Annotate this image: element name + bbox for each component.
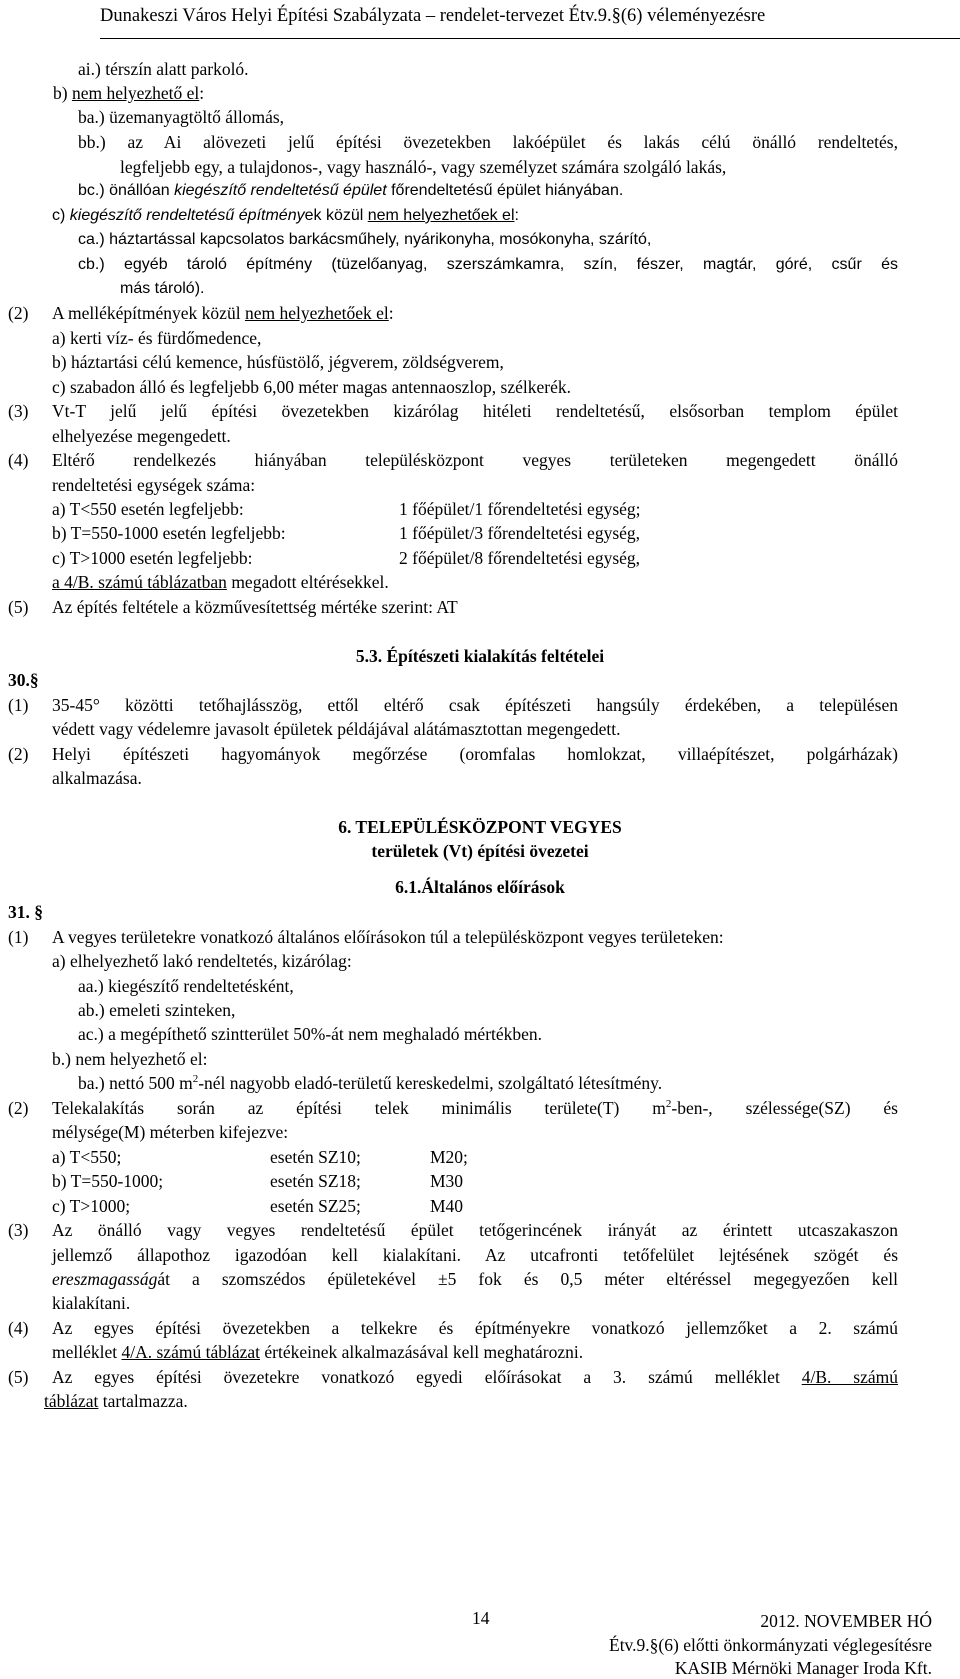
- p2-item-c: c) szabadon álló és legfeljebb 6,00 méter magas antennaoszlop, szélkerék.: [52, 377, 571, 397]
- p5-number: (5): [8, 597, 29, 617]
- s30-p1-line1: 35-45° közötti tetőhajlásszög, ettől eltérő csak építészeti hangsúly érdekében, a településen: [52, 695, 898, 715]
- s31-p1-ba: ba.) nettó 500 $m^2$-nél nagyobb eladó-területű kereskedelmi, szolgáltató létesítmény.: [78, 1073, 663, 1093]
- item-ca: ca.) háztartással kapcsolatos barkácsműhely, nyárikonyha, mosókonyha, szárító,: [78, 231, 652, 248]
- s31-p4-line1: Az egyes építési övezetekben a telkekre és építményekre vonatkozó jellemzőket a 2. számú: [52, 1318, 898, 1338]
- section-6-1-title: 6.1.Általános előírások: [395, 877, 565, 897]
- s31-p1-a: a) elhelyezhető lakó rendeltetés, kizárólag:: [52, 951, 352, 971]
- footer-date: 2012. NOVEMBER HÓ: [760, 1611, 932, 1631]
- s31-p1-line1: A vegyes területekre vonatkozó általános előírásokon túl a településközpont vegyes területeken:: [52, 927, 724, 947]
- s30-p2-line2: alkalmazása.: [52, 768, 142, 788]
- s31-p4-line2: melléklet 4/A. számú táblázat értékeinek alkalmazásával kell meghatározni.: [52, 1342, 584, 1362]
- s30-p1-number: (1): [8, 695, 29, 715]
- paragraph-31: 31. §: [8, 902, 43, 922]
- item-ba: ba.) üzemanyagtöltő állomás,: [78, 107, 285, 127]
- s31-p1-b: b.) nem helyezhető el:: [52, 1049, 208, 1069]
- p2-text: A melléképítmények közül nem helyezhetőek el:: [52, 303, 394, 323]
- chapter-6-subtitle: területek (Vt) építési övezetei: [371, 841, 589, 861]
- p4-number: (4): [8, 450, 29, 470]
- s31-p1-aa: aa.) kiegészítő rendeltetésként,: [78, 976, 294, 996]
- footer-company: KASIB Mérnöki Manager Iroda Kft.: [674, 1658, 932, 1678]
- item-cb-line2: más tároló).: [120, 280, 205, 297]
- s30-p2-number: (2): [8, 744, 29, 764]
- footer-status: Étv.9.§(6) előtti önkormányzati véglegesítésre: [609, 1635, 932, 1655]
- item-cb-line1: cb.) egyéb tároló építmény (tüzelőanyag, szerszámkamra, szín, fészer, magtár, góré, csűr és: [78, 256, 898, 273]
- s31-p3-line2: jellemző állapothoz igazodóan kell kialakítani. Az utcafronti tetőfelület lejtésének szögét és: [52, 1245, 898, 1265]
- s31-p1-ac: ac.) a megépíthető szintterület 50%-át nem meghaladó mértékben.: [78, 1024, 543, 1044]
- s31-p5-number: (5): [8, 1367, 29, 1387]
- s31-p1-ab: ab.) emeleti szinteken,: [78, 1000, 236, 1020]
- item-bc: bc.) önállóan kiegészítő rendeltetésű épület főrendeltetésű épület hiányában.: [78, 182, 624, 199]
- page-header: [100, 4, 960, 39]
- paragraph-30: 30.§: [8, 670, 39, 690]
- item-bb-line2: legfeljebb egy, a tulajdonos-, vagy használó-, vagy személyzet számára szolgáló lakás,: [120, 157, 727, 177]
- s31-p3-line3: ereszmagasságát a szomszédos épületekével ±5 fok és 0,5 méter eltéréssel megegyezően kell: [52, 1269, 898, 1289]
- s31-p5-line1: Az egyes építési övezetekre vonatkozó egyedi előírásokat a 3. számú melléklet 4/B. számú: [52, 1367, 898, 1387]
- p2-item-b: b) háztartási célú kemence, húsfüstölő, jégverem, zöldségverem,: [52, 352, 504, 372]
- s31-p2-line1: Telekalakítás során az építési telek minimális területe(T) $m^2-ben-$, szélessége(SZ) és: [52, 1098, 898, 1118]
- section-5-3-title: 5.3. Építészeti kialakítás feltételei: [355, 646, 605, 666]
- p4-last: a 4/B. számú táblázatban megadott eltérésekkel.: [52, 572, 389, 592]
- s31-p3-line1: Az önálló vagy vegyes rendeltetésű épület tetőgerincének irányát az érintett utcaszakaszon: [52, 1220, 898, 1240]
- p2-number: (2): [8, 303, 29, 323]
- s30-p1-line2: védett vagy védelemre javasolt épületek példájával alátámasztottan megengedett.: [52, 719, 621, 739]
- item-c: c) kiegészítő rendeltetésű építmények közül nem helyezhetőek el:: [52, 207, 519, 224]
- s31-p3-number: (3): [8, 1220, 29, 1240]
- s31-p2-line2: mélysége(M) méterben kifejezve:: [52, 1122, 289, 1142]
- s31-p2-number: (2): [8, 1098, 29, 1118]
- s31-p3-line4: kialakítani.: [52, 1293, 131, 1313]
- p4-line2: rendeltetési egységek száma:: [52, 475, 256, 495]
- item-b: b) nem helyezhető el:: [53, 83, 205, 103]
- s30-p2-line1: Helyi építészeti hagyományok megőrzése (oromfalas homlokzat, villaépítészet, polgárházak): [52, 744, 898, 764]
- p5-text: Az építés feltétele a közművesítettség mértéke szerint: AT: [52, 597, 458, 617]
- p2-item-a: a) kerti víz- és fürdőmedence,: [52, 328, 262, 348]
- item-ai: ai.) térszín alatt parkoló.: [78, 59, 249, 79]
- p3-line2: elhelyezése megengedett.: [52, 426, 231, 446]
- page-number: 14: [472, 1608, 490, 1628]
- s31-p4-number: (4): [8, 1318, 29, 1338]
- p3-line1: Vt-T jelű jelű építési övezetekben kizárólag hitéleti rendeltetésű, elsősorban templom épület: [52, 401, 898, 421]
- s31-p5-line2: táblázat tartalmazza.: [44, 1391, 188, 1411]
- p4-line1: Eltérő rendelkezés hiányában településközpont vegyes területeken megengedett önálló: [52, 450, 898, 470]
- header-title: Dunakeszi Város Helyi Építési Szabályzata – rendelet-tervezet Étv.9.§(6) véleményezésre: [100, 6, 766, 26]
- item-bb-line1: bb.) az Ai alövezeti jelű építési övezetekben lakóépület és lakás célú önálló rendeltetés,: [78, 132, 898, 152]
- p3-number: (3): [8, 401, 29, 421]
- chapter-6-title: 6. TELEPÜLÉSKÖZPONT VEGYES: [338, 817, 622, 837]
- s31-p1-number: (1): [8, 927, 29, 947]
